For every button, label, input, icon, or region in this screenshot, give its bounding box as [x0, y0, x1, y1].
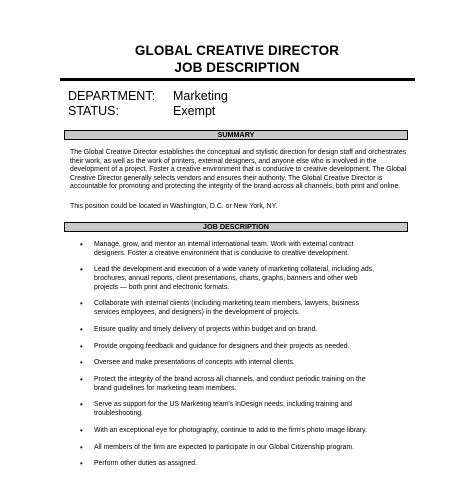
- list-item: [60, 401, 410, 418]
- duty-text: Provide ongoing feedback and guidance for designers and their projects as needed.: [94, 342, 350, 350]
- duty-text: With an exceptional eye for photography, continue to add to the firm's photo image library.: [94, 426, 368, 434]
- duty-text: Collaborate with internal clients (including marketing team members, lawyers, business services employees, and designers) in the development of projects.: [94, 300, 360, 316]
- list-item: [60, 427, 410, 436]
- duty-text: Ensure quality and timely delivery of projects within budget and on brand.: [94, 325, 318, 333]
- list-item: [60, 359, 410, 368]
- duty-text: Oversee and make presentations of concepts with internal clients.: [94, 359, 295, 367]
- summary-paragraph: The Global Creative Director establishes the conceptual and stylistic direction for design staff and orchestrates their work, as well as the work of printers, external designers, and anyone else who is involved in the development of a project. Foster a creative environment that is conducive to creative development. The Global Creative Director generally selects vendors and ensures their authority. The Global Creative Director is accountable for promoting and protecting the integrity of the brand across all channels, both print and online.: [70, 149, 407, 191]
- document-title: GLOBAL CREATIVE DIRECTOR: [134, 43, 340, 58]
- duty-text: Lead the development and execution of a wide variety of marketing collateral, including ads, brochures, annual reports, client presentations, charts, graphs, banners and other web projects — both print and electronic formats.: [94, 266, 375, 291]
- list-item: [60, 460, 410, 469]
- document-subtitle: JOB DESCRIPTION: [174, 60, 300, 75]
- duty-text: All members of the firm are expected to participate in our Global Citizenship program.: [94, 443, 355, 451]
- list-item: [60, 376, 410, 393]
- duties-list: [60, 241, 410, 477]
- status-value: Exempt: [173, 104, 216, 118]
- duty-text: Perform other duties as assigned.: [94, 460, 198, 468]
- list-item: [60, 266, 410, 292]
- list-item: [60, 444, 410, 453]
- location-paragraph: This position could be located in Washington, D.C. or New York, NY.: [70, 203, 278, 210]
- status-label: STATUS:: [68, 104, 119, 118]
- duty-text: Manage, grow, and mentor an internal international team. Work with external contract designers. Foster a creative environment that is conducive to creative development.: [94, 241, 354, 257]
- duty-text: Protect the integrity of the brand across all channels, and conduct periodic training on the brand guidelines for marketing team members.: [94, 376, 366, 392]
- duty-text: Serve as support for the US Marketing team's InDesign needs, including training and troubleshooting.: [94, 401, 352, 418]
- job-description-heading: JOB DESCRIPTION: [64, 222, 408, 232]
- list-item: [60, 343, 410, 352]
- list-item: [60, 241, 410, 258]
- list-item: [60, 300, 410, 317]
- list-item: [60, 326, 410, 335]
- department-value: Marketing: [173, 89, 228, 103]
- summary-heading: SUMMARY: [64, 130, 408, 140]
- title-rule: [60, 78, 415, 81]
- department-label: DEPARTMENT:: [68, 89, 156, 103]
